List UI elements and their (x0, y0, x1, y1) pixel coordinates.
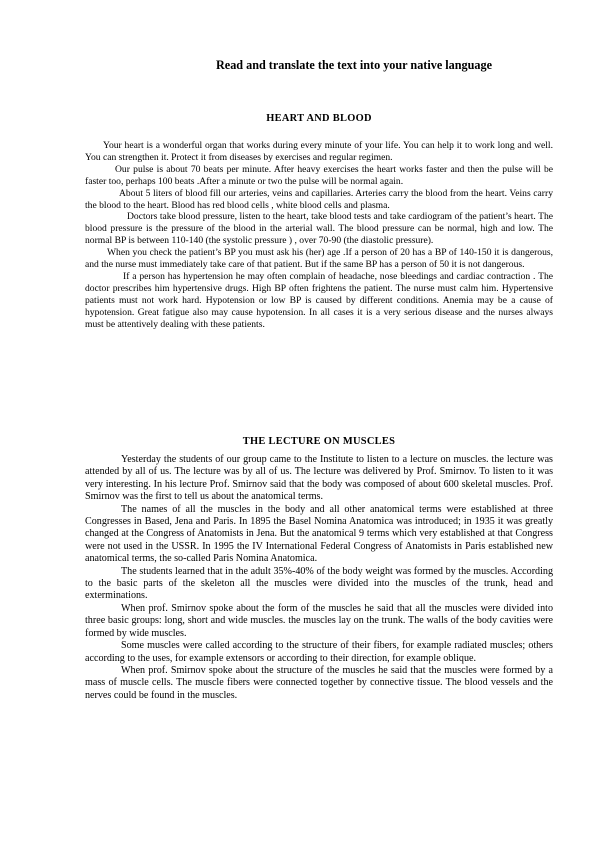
section-heading: HEART AND BLOOD (266, 113, 372, 124)
page-title: Read and translate the text into your native language (215, 58, 493, 72)
section-heading: THE LECTURE ON MUSCLES (242, 436, 396, 447)
paragraph: The names of all the muscles in the body and all other anatomical terms were established at three Congresses in Based, Jena and Paris. In 1895 the Basel Nomina Anatomica was introduced; in 1935 it was greatly changed at the Congress of Anatomists in Jena. But the anatomical 9 terms which very established at that Congress were not used in the USSR. In 1995 the IV International Federal Congress of Anatomists in Paris established new anatomical terms, the so-called Paris Nomina Anatomica. (85, 503, 553, 565)
section-lecture-on-muscles (85, 436, 553, 702)
paragraph: When prof. Smirnov spoke about the structure of the muscles he said that the muscles were formed by a mass of muscle cells. The muscle fibers were connected together by connective tissue. The blood vessels and the nerves could be found in the muscles. (85, 664, 553, 701)
paragraph: If a person has hypertension he may often complain of headache, nose bleedings and cardiac contraction . The doctor prescribes him hypertensive drugs. High BP often frightens the patient. The nurse must calm him. Hypertensive patients must not work hard. Hypotension or low BP is caused by different conditions. Anemia may be a cause of hypotension. Great fatigue also may cause hypotension. In all cases it is a very serious disease and the nurses always must be attentively dealing with these patients. (85, 270, 553, 330)
paragraph: Our pulse is about 70 beats per minute. After heavy exercises the heart works faster and then the pulse will be faster too, perhaps 100 beats .After a minute or two the pulse will be normal again. (85, 163, 553, 187)
paragraph: Doctors take blood pressure, listen to the heart, take blood tests and take cardiogram of the patient’s heart. The blood pressure is the pressure of the blood in the arterial wall. The blood pressure can be normal, high and low. The normal BP is between 110-140 (the systolic pressure ) , over 70-90 (the diastolic pressure). (85, 211, 553, 247)
paragraph: When prof. Smirnov spoke about the form of the muscles he said that all the muscles were divided into three basic groups: long, short and wide muscles. the muscles lay on the trunk. The walls of the body cavities were formed by wide muscles. (85, 602, 553, 639)
paragraph: About 5 liters of blood fill our arteries, veins and capillaries. Arteries carry the blood from the heart. Veins carry the blood to the heart. Blood has red blood cells , white blood cells and plasma. (85, 187, 553, 211)
paragraph: The students learned that in the adult 35%-40% of the body weight was formed by the muscles. According to the basic parts of the skeleton all the muscles were divided into the muscles of the trunk, head and exterminations. (85, 565, 553, 602)
paragraph: When you check the patient’s BP you must ask his (her) age .If a person of 20 has a BP of 140-150 it is dangerous, and the nurse must immediately take care of that patient. But if the same BP has a person of 50 it is not dangerous. (85, 247, 553, 271)
paragraph: Some muscles were called according to the structure of their fibers, for example radiated muscles; others according to the uses, for example extensors or according to their direction, for example oblique. (85, 640, 553, 664)
section-heart-and-blood (85, 113, 553, 331)
paragraph: Yesterday the students of our group came to the Institute to listen to a lecture on muscles. the lecture was attended by all of us. The lecture was by all of us. The lecture was delivered by Prof. Smirnov. To listen to it was very interesting. In his lecture Prof. Smirnov said that the body was composed of about 600 skeletal muscles. Prof. Smirnov was the first to tell us about the anatomical terms. (85, 454, 553, 503)
paragraph: Your heart is a wonderful organ that works during every minute of your life. You can help it to work long and well. You can strengthen it. Protect it from diseases by exercises and regular regimen. (85, 140, 553, 163)
